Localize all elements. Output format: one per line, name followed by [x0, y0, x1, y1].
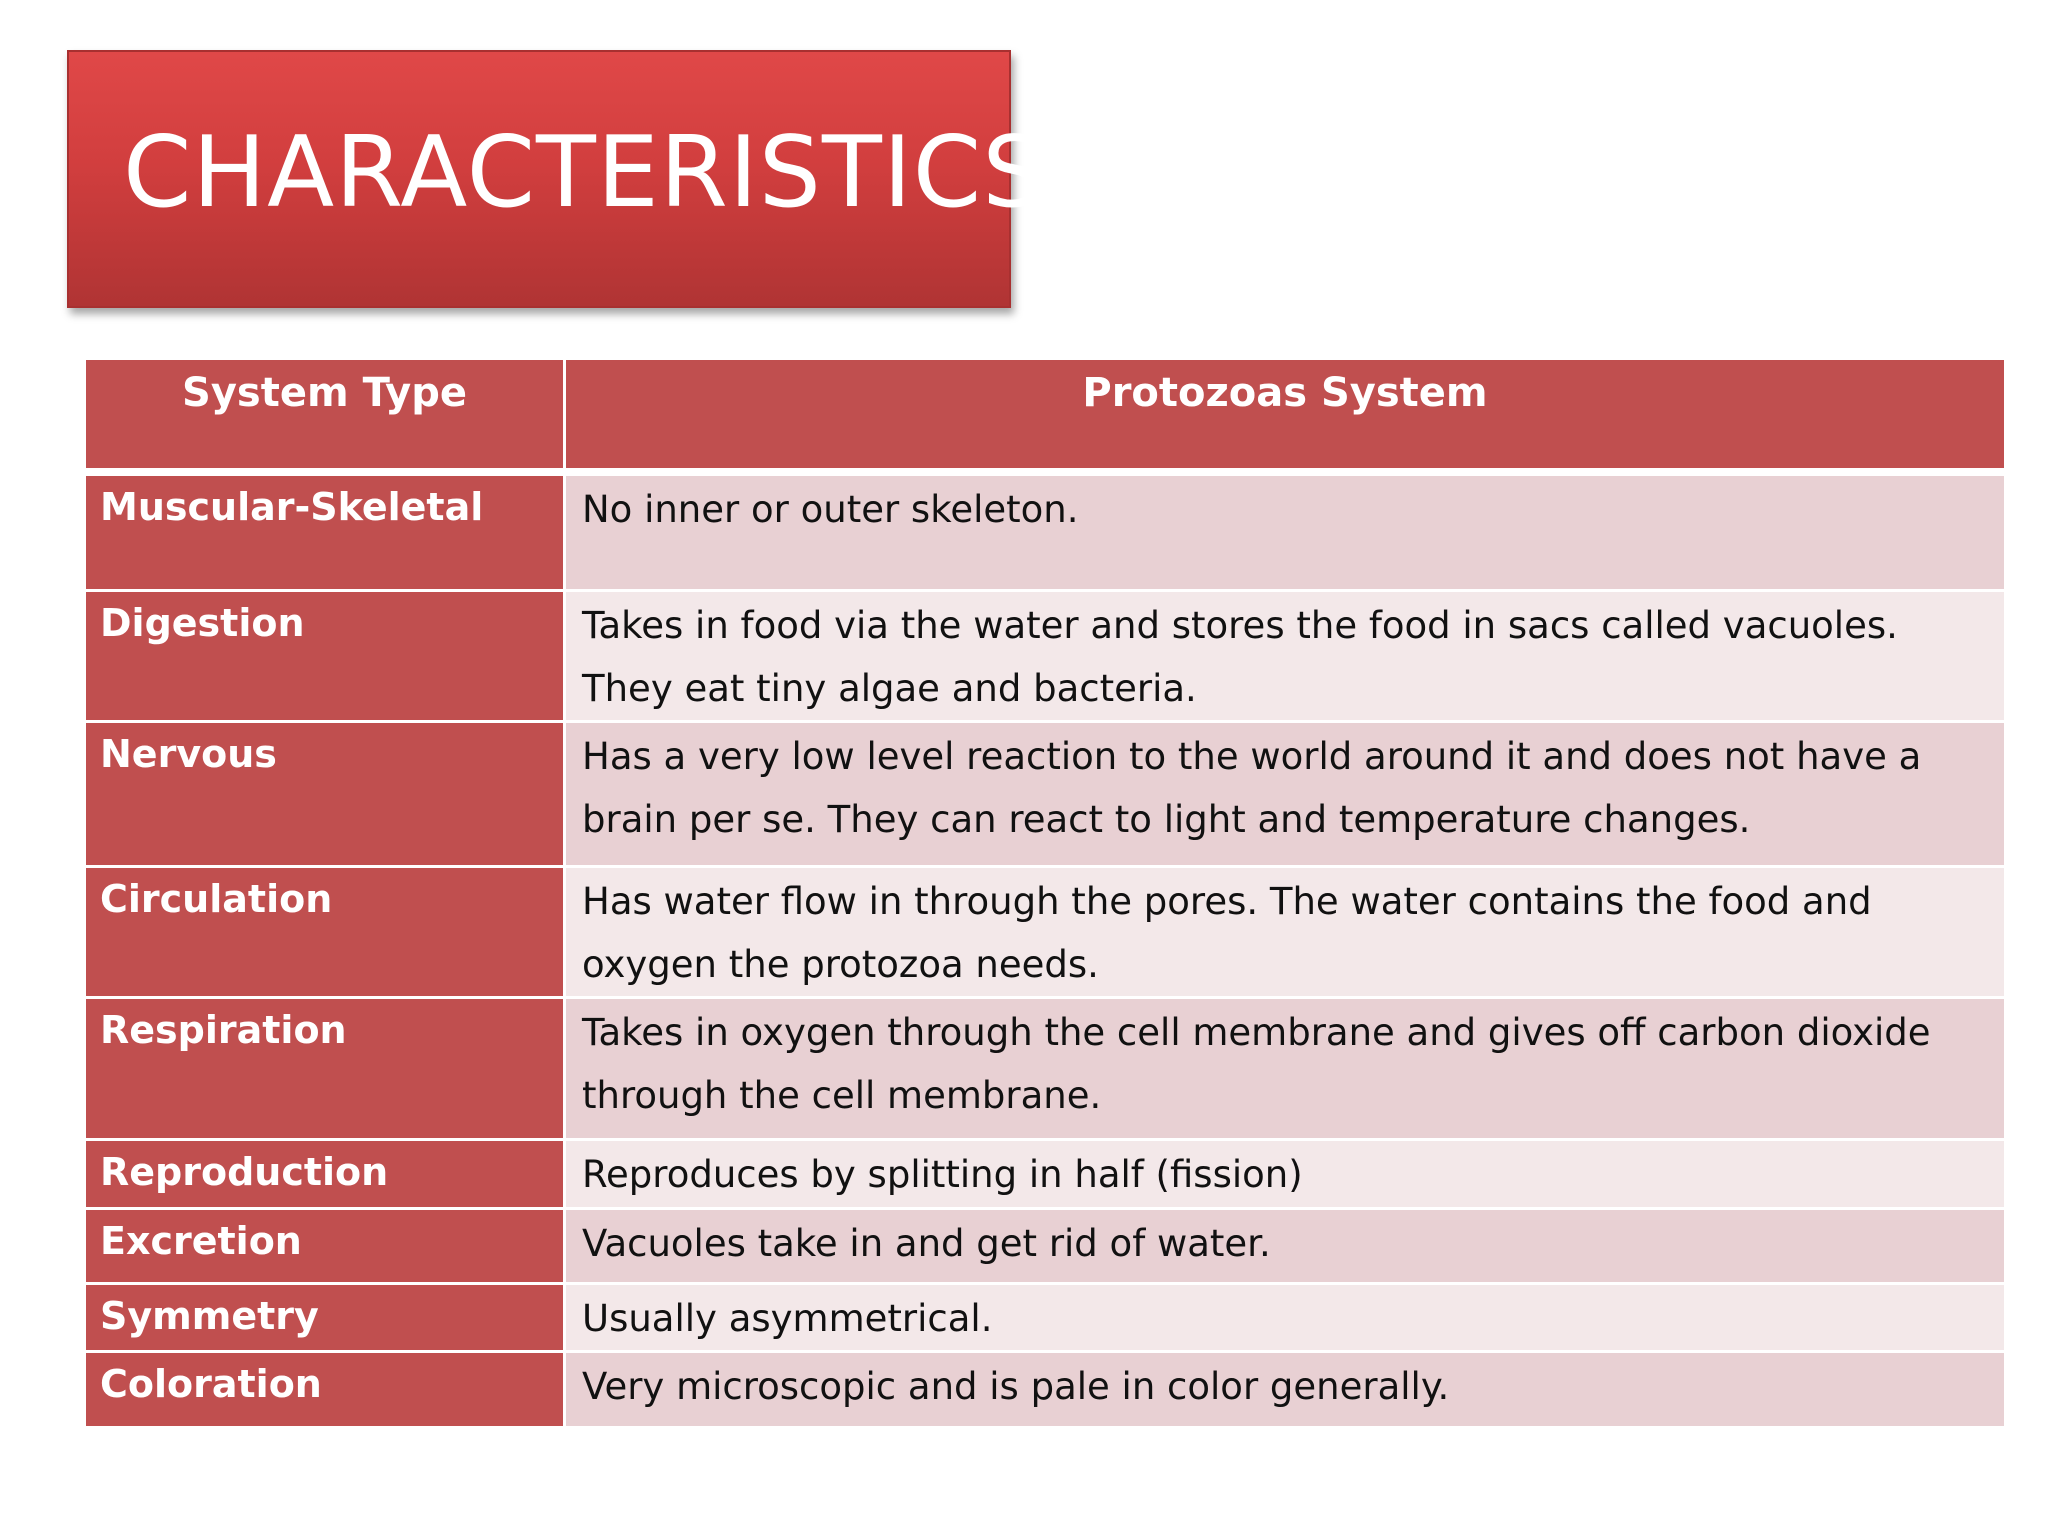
row-description: Takes in food via the water and stores the food in sacs called vacuoles. They eat tiny algae and bacteria. — [566, 592, 2004, 723]
table-row — [86, 1285, 2004, 1353]
row-description: Has water flow in through the pores. The water contains the food and oxygen the protozoa needs. — [566, 868, 2004, 999]
table-row — [86, 723, 2004, 868]
table-header-row — [86, 360, 2004, 476]
page-title: CHARACTERISTICS — [123, 116, 1046, 230]
row-system-type-label: Muscular-Skeletal — [100, 485, 484, 529]
table-row — [86, 1210, 2004, 1285]
row-system-type — [86, 1141, 566, 1210]
table-row — [86, 999, 2004, 1141]
row-system-type-label: Symmetry — [100, 1294, 319, 1338]
row-description: Takes in oxygen through the cell membrane and gives off carbon dioxide through the cell membrane. — [566, 999, 2004, 1141]
header-protozoas-system: Protozoas System — [566, 360, 2004, 476]
row-system-type-label: Respiration — [100, 1008, 347, 1052]
row-system-type-label: Reproduction — [100, 1150, 389, 1194]
table-row — [86, 1141, 2004, 1210]
row-description: Reproduces by splitting in half (fission) — [566, 1141, 2004, 1210]
row-system-type — [86, 1210, 566, 1285]
row-system-type — [86, 476, 566, 592]
characteristics-table — [86, 360, 2004, 1429]
row-description: Usually asymmetrical. — [566, 1285, 2004, 1353]
row-system-type — [86, 999, 566, 1141]
row-description: Very microscopic and is pale in color generally. — [566, 1353, 2004, 1429]
row-system-type-label: Nervous — [100, 732, 277, 776]
title-banner — [67, 50, 1046, 308]
row-system-type — [86, 868, 566, 999]
row-system-type-label: Circulation — [100, 877, 333, 921]
row-system-type-label: Digestion — [100, 601, 305, 645]
row-description: Has a very low level reaction to the world around it and does not have a brain per se. They can react to light and temperature changes. — [566, 723, 2004, 868]
row-system-type — [86, 1285, 566, 1353]
row-system-type — [86, 592, 566, 723]
table-row — [86, 476, 2004, 592]
header-system-type: System Type — [86, 360, 566, 476]
row-system-type — [86, 723, 566, 868]
row-system-type-label: Excretion — [100, 1219, 302, 1263]
row-description: No inner or outer skeleton. — [566, 476, 2004, 592]
row-description: Vacuoles take in and get rid of water. — [566, 1210, 2004, 1285]
row-system-type — [86, 1353, 566, 1429]
table-row — [86, 868, 2004, 999]
table-row — [86, 1353, 2004, 1429]
table-row — [86, 592, 2004, 723]
row-system-type-label: Coloration — [100, 1362, 322, 1406]
